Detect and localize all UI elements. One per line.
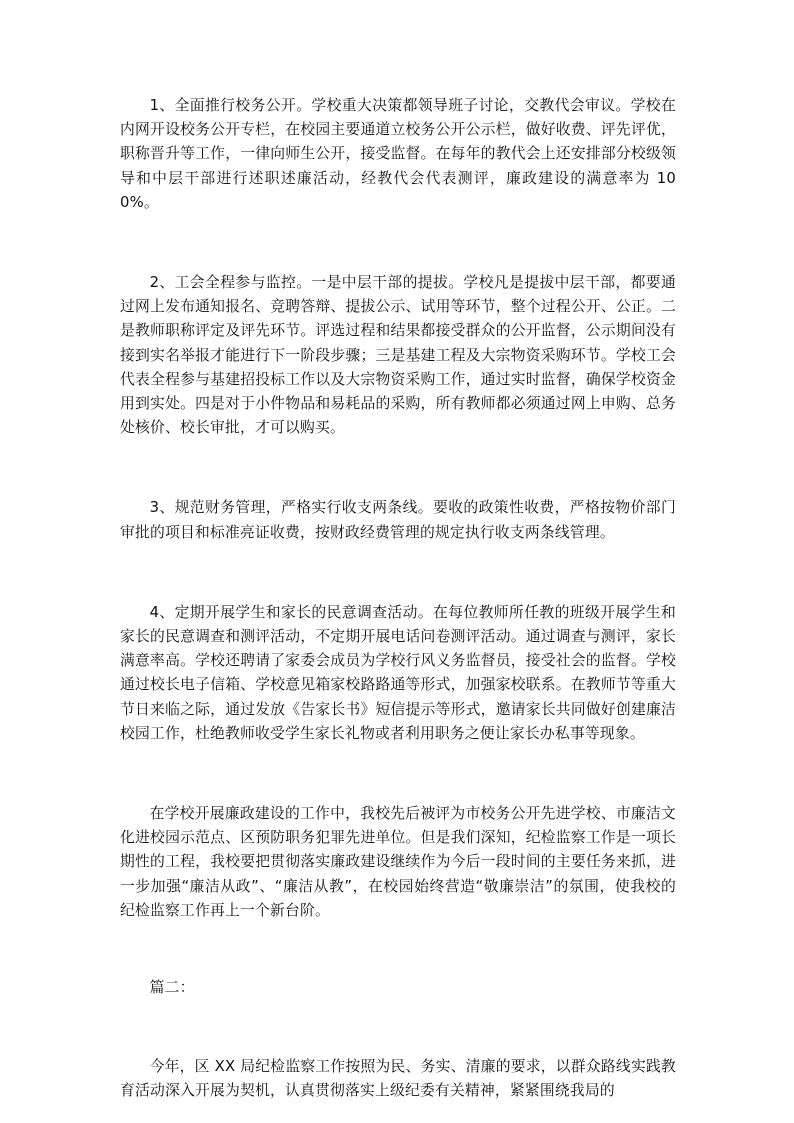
paragraph-2: 2、工会全程参与监控。一是中层干部的提拔。学校凡是提拔中层干部，都要通过网上发布通知报名、竞聘答辩、提拔公示、试用等环节，整个过程公开、公正。二是教师职称评定及评先环节。评选过程和结果都接受群众的公开监督，公示期间没有接到实名举报才能进行下一阶段步骤；三是基建工程及大宗物资采购环节。学校工会代表全程参与基建招投标工作以及大宗物资采购工作，通过实时监督，确保学校资金用到实处。四是对于小件物品和易耗品的采购，所有教师都必须通过网上申购、总务处核价、校长审批，才可以购买。 xyxy=(120,274,676,437)
paragraph-7: 今年，区 XX 局纪检监察工作按照为民、务实、清廉的要求，以群众路线实践教育活动深入开展为契机，认真贯彻落实上级纪委有关精神，紧紧围绕我局的 xyxy=(120,1058,676,1100)
paragraph-5: 在学校开展廉政建设的工作中，我校先后被评为市校务公开先进学校、市廉洁文化进校园示范点、区预防职务犯罪先进单位。但是我们深知，纪检监察工作是一项长期性的工程，我校要把贯彻落实廉政建设继续作为今后一段时间的主要任务来抓，进一步加强“廉洁从政”、“廉洁从教”，在校园始终营造“敬廉崇洁”的氛围，使我校的纪检监察工作再上一个新台阶。 xyxy=(120,805,676,919)
paragraph-1: 1、全面推行校务公开。学校重大决策都领导班子讨论，交教代会审议。学校在内网开设校务公开专栏，在校园主要通道立校务公开公示栏，做好收费、评先评优，职称晋升等工作，一律向师生公开，接受监督。在每年的教代会上还安排部分校级领导和中层干部进行述职述廉活动，经教代会代表测评，廉政建设的满意率为 100%。 xyxy=(120,97,676,211)
paragraph-3: 3、规范财务管理，严格实行收支两条线。要收的政策性收费，严格按物价部门审批的项目和标准亮证收费，按财政经费管理的规定执行收支两条线管理。 xyxy=(120,499,676,541)
section-heading-part-two: 篇二： xyxy=(149,979,195,997)
document-page xyxy=(120,94,676,1104)
paragraph-4: 4、定期开展学生和家长的民意调查活动。在每位教师所任教的班级开展学生和家长的民意调查和测评活动，不定期开展电话问卷测评活动。通过调查与测评，家长满意率高。学校还聘请了家委会成员为学校行风义务监督员，接受社会的监督。学校通过校长电子信箱、学校意见箱家校路路通等形式，加强家校联系。在教师节等重大节日来临之际，通过发放《告家长书》短信提示等形式，邀请家长共同做好创建廉洁校园工作，杜绝教师收受学生家长礼物或者利用职务之便让家长办私事等现象。 xyxy=(120,603,676,742)
